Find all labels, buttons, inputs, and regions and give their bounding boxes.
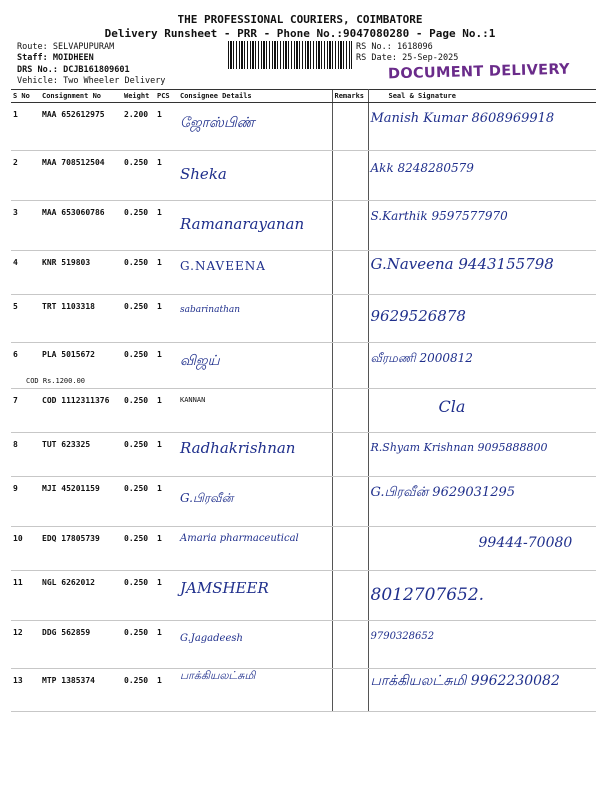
cell-remarks [332,389,368,433]
cell-weight: 2.200 [122,103,155,151]
cell-consignment: KNR 519803 [40,251,122,295]
staff-value: MOIDHEEN [52,53,94,63]
cell-sno: 12 [11,621,40,669]
rs-no-label: RS No.: [356,42,392,52]
col-header-consignment: Consignment No [40,90,122,103]
cell-signature: 99444-70080 [368,527,596,571]
cell-consignment: COD 1112311376 [40,389,122,433]
cell-pcs: 1 [155,669,178,712]
cell-pcs: 1 [155,295,178,343]
staff-line [17,53,94,63]
company-title: THE PROFESSIONAL COURIERS, COIMBATORE [177,13,423,26]
vehicle-line [17,76,165,86]
cell-weight: 0.250 [122,251,155,295]
drs-label: DRS No.: [17,65,58,75]
cell-pcs: 1 [155,527,178,571]
route-label: Route: [17,42,48,52]
cell-consignment: MTP 1385374 [40,669,122,712]
cell-pcs: 1 [155,621,178,669]
cell-pcs: 1 [155,477,178,527]
cell-weight: 0.250 [122,527,155,571]
rs-no-value: 1618096 [396,42,433,52]
cell-remarks [332,151,368,201]
table-row [11,477,596,527]
cell-remarks [332,251,368,295]
cell-consignee: விஜய் [178,343,332,389]
col-header-weight: Weight [122,90,155,103]
cell-signature: பாக்கியலட்சுமி 9962230082 [368,669,596,712]
cell-remarks [332,527,368,571]
table-row [11,251,596,295]
cell-weight: 0.250 [122,151,155,201]
cell-signature: G.பிரவீன் 9629031295 [368,477,596,527]
cell-consignment: PLA 5015672 [40,343,122,389]
col-header-pcs: PCS [155,90,178,103]
table-row [11,669,596,712]
cell-signature: S.Karthik 9597577970 [368,201,596,251]
cell-weight: 0.250 [122,343,155,389]
table-row [11,201,596,251]
table-header-row [11,90,596,103]
cell-remarks [332,571,368,621]
cell-weight: 0.250 [122,433,155,477]
table-row [11,295,596,343]
barcode [228,41,352,69]
cell-pcs: 1 [155,201,178,251]
cell-consignment: MAA 653060786 [40,201,122,251]
cell-signature: Manish Kumar 8608969918 [368,103,596,151]
route-line [17,42,114,52]
cell-pcs: 1 [155,389,178,433]
cell-signature: Cla [368,389,596,433]
cell-weight: 0.250 [122,621,155,669]
rs-date-value: 25-Sep-2025 [402,53,459,63]
cell-consignee: Amaria pharmaceutical [178,527,332,571]
col-header-sno: S No [11,90,40,103]
cell-signature: 9629526878 [368,295,596,343]
staff-label: Staff: [17,53,48,63]
cell-consignee: Ramanarayanan [178,201,332,251]
route-value: SELVAPUPURAM [52,42,115,52]
cell-remarks [332,295,368,343]
cell-signature: 8012707652. [368,571,596,621]
cell-sno: 8 [11,433,40,477]
cell-consignment: TRT 1103318 [40,295,122,343]
cell-sno: 4 [11,251,40,295]
cell-weight: 0.250 [122,669,155,712]
cell-sno: 9 [11,477,40,527]
table-row [11,103,596,151]
cell-sno: 1 [11,103,40,151]
rs-date-label: RS Date: [356,53,397,63]
cell-sno: 13 [11,669,40,712]
rs-no-line [356,42,433,52]
cell-weight: 0.250 [122,295,155,343]
cell-consignee: G.NAVEENA [178,251,332,295]
cell-signature: 9790328652 [368,621,596,669]
col-header-remarks: Remarks [332,90,368,103]
cell-consignee: G.Jagadeesh [178,621,332,669]
cell-consignee: ஜோஸ்பிண் [178,103,332,151]
cell-signature: வீரமணி 2000812 [368,343,596,389]
cell-consignment: MAA 708512504 [40,151,122,201]
runsheet-subtitle: Delivery Runsheet - PRR - Phone No.:9047080280 - Page No.:1 [104,27,496,40]
cell-consignee: Sheka [178,151,332,201]
cell-sno: 10 [11,527,40,571]
drs-line [17,65,130,75]
cell-signature: G.Naveena 9443155798 [368,251,596,295]
cell-pcs: 1 [155,103,178,151]
cell-consignee: KANNAN [178,389,332,433]
cell-consignee: G.பிரவீன் [178,477,332,527]
cell-weight: 0.250 [122,477,155,527]
cell-pcs: 1 [155,571,178,621]
cell-weight: 0.250 [122,389,155,433]
cell-sno: 6 [11,343,40,389]
cod-amount: COD Rs.1200.00 [26,377,86,385]
table-row [11,151,596,201]
cell-pcs: 1 [155,151,178,201]
cell-remarks [332,433,368,477]
cell-pcs: 1 [155,343,178,389]
vehicle-value: Two Wheeler Delivery [63,76,166,86]
cell-consignment: EDQ 17805739 [40,527,122,571]
cell-signature: Akk 8248280579 [368,151,596,201]
cell-sno: 2 [11,151,40,201]
cell-weight: 0.250 [122,571,155,621]
cell-remarks [332,103,368,151]
cell-weight: 0.250 [122,201,155,251]
cell-sno: 11 [11,571,40,621]
col-header-consignee: Consignee Details [178,90,332,103]
cell-sno: 3 [11,201,40,251]
cell-pcs: 1 [155,251,178,295]
cell-consignee: JAMSHEER [178,571,332,621]
table-row [11,527,596,571]
table-row [11,389,596,433]
runsheet-table [11,89,596,712]
cell-consignee: Radhakrishnan [178,433,332,477]
cell-remarks [332,201,368,251]
document-delivery-stamp: DOCUMENT DELIVERY [387,61,571,83]
cell-consignment: TUT 623325 [40,433,122,477]
cell-remarks [332,343,368,389]
cell-consignee: பாக்கியலட்சுமி [178,669,332,712]
table-row [11,433,596,477]
rs-date-line [356,53,458,63]
cell-signature: R.Shyam Krishnan 9095888800 [368,433,596,477]
cell-remarks [332,477,368,527]
cell-remarks [332,621,368,669]
cell-sno: 5 [11,295,40,343]
table-row [11,571,596,621]
cell-consignee: sabarinathan [178,295,332,343]
drs-value: DCJB161809601 [63,65,130,75]
vehicle-label: Vehicle: [17,76,58,86]
col-header-signature: Seal & Signature [368,90,596,103]
cell-pcs: 1 [155,433,178,477]
cell-consignment: MAA 652612975 [40,103,122,151]
cell-consignment: NGL 6262012 [40,571,122,621]
cell-remarks [332,669,368,712]
table-row [11,343,596,389]
cell-consignment: MJI 45201159 [40,477,122,527]
table-row [11,621,596,669]
cell-sno: 7 [11,389,40,433]
cell-consignment: DDG 562859 [40,621,122,669]
